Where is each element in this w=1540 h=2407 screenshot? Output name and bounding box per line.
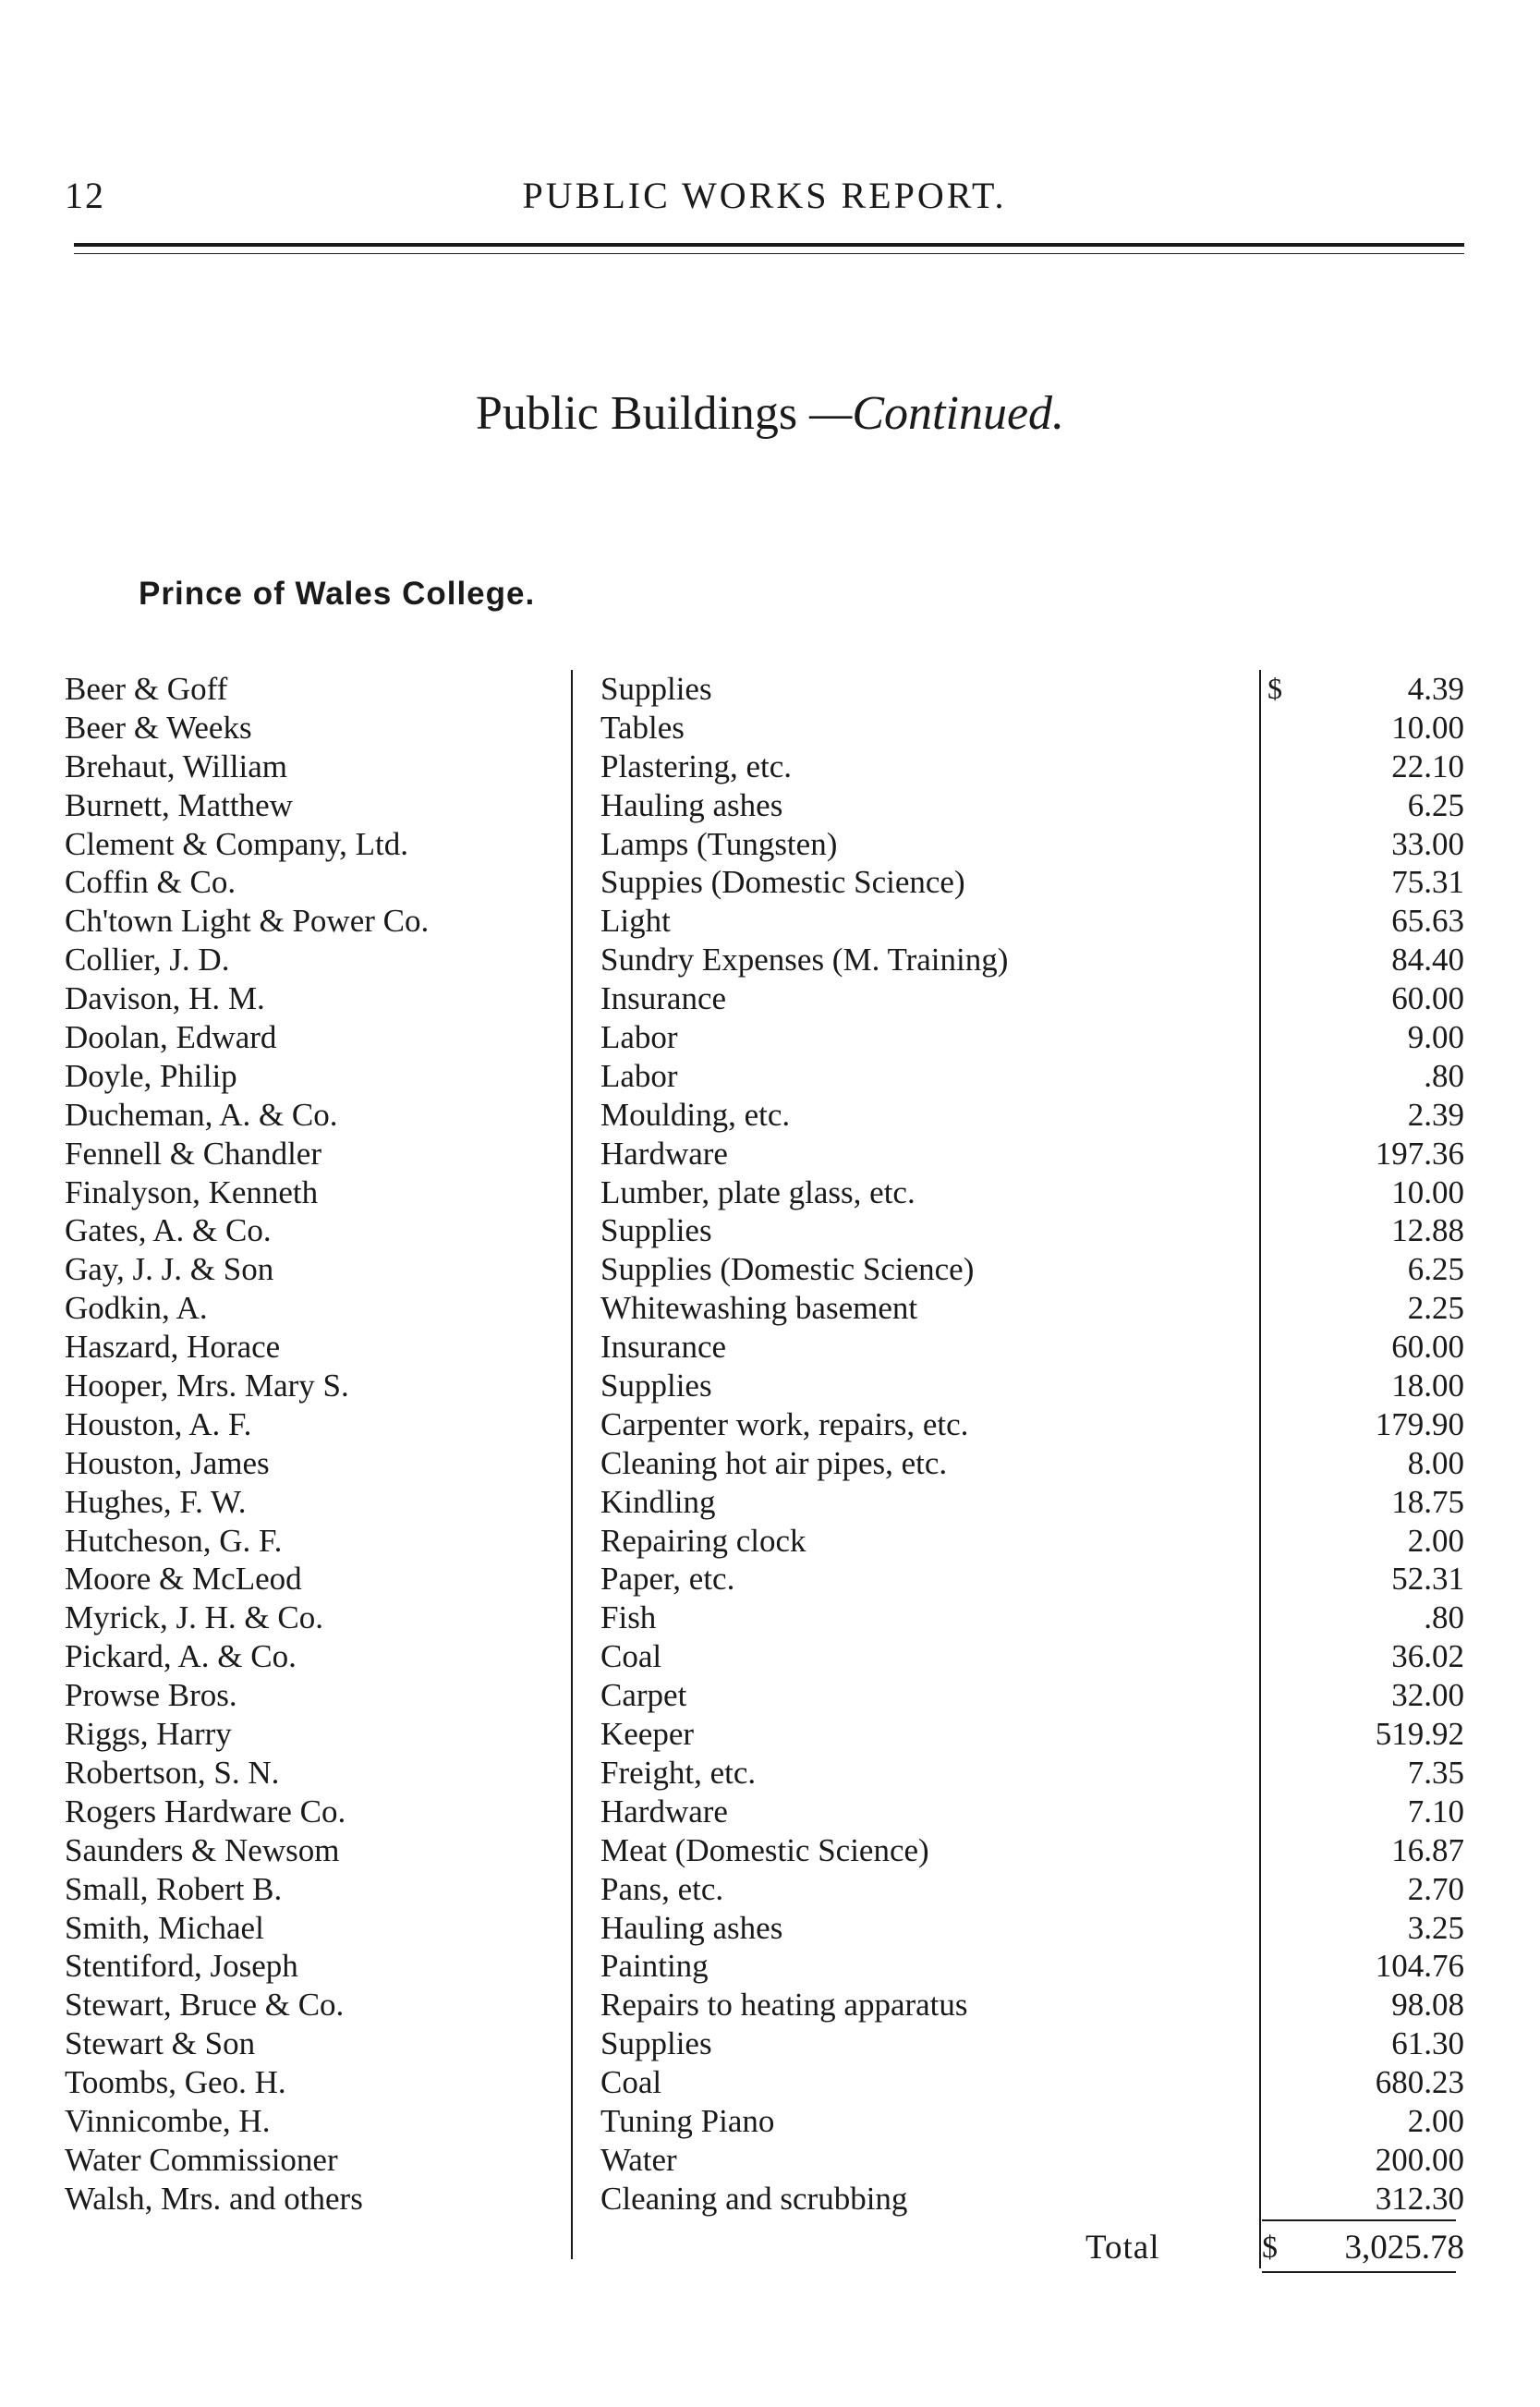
table-row [0, 1754, 1540, 1793]
payment-amount: 2.70 [1407, 1870, 1464, 1907]
payment-description: Supplies [600, 1212, 712, 1249]
payee-name: Toombs, Geo. H. [65, 2064, 286, 2101]
payment-description: Plastering, etc. [600, 748, 793, 784]
payment-amount: 65.63 [1391, 903, 1464, 940]
running-title: PUBLIC WORKS REPORT. [522, 175, 1007, 216]
payment-amount: .80 [1424, 1599, 1464, 1636]
table-row [0, 2063, 1540, 2102]
payee-name: Houston, James [65, 1444, 270, 1481]
table-row [0, 1018, 1540, 1057]
table-row [0, 1211, 1540, 1250]
payment-description: Supplies [600, 1368, 712, 1404]
section-title-text: Public Buildings [475, 387, 798, 440]
table-row [0, 1560, 1540, 1599]
payee-name: Ch'town Light & Power Co. [65, 903, 430, 940]
payment-amount: 197.36 [1375, 1135, 1464, 1172]
payment-amount: 2.00 [1407, 2102, 1464, 2139]
table-row [0, 1173, 1540, 1212]
payment-amount: 52.31 [1391, 1561, 1464, 1598]
payment-description: Keeper [600, 1716, 695, 1753]
payee-name: Davison, H. M. [65, 980, 265, 1017]
payment-amount: 3.25 [1407, 1909, 1464, 1946]
table-row [0, 709, 1540, 748]
payment-description: Repairs to heating apparatus [600, 1987, 968, 2024]
payment-description: Pans, etc. [600, 1870, 724, 1907]
table-row [0, 1676, 1540, 1715]
payee-name: Hutcheson, G. F. [65, 1522, 283, 1559]
payee-name: Robertson, S. N. [65, 1754, 280, 1791]
payee-name: Saunders & Newsom [65, 1831, 340, 1868]
payee-name: Myrick, J. H. & Co. [65, 1599, 323, 1636]
payee-name: Hughes, F. W. [65, 1483, 247, 1520]
table-row [0, 902, 1540, 941]
payment-description: Cleaning hot air pipes, etc. [600, 1444, 948, 1481]
payee-name: Godkin, A. [65, 1290, 208, 1327]
payee-name: Coffin & Co. [65, 864, 236, 901]
payment-amount: 60.00 [1391, 1329, 1464, 1366]
payment-amount: 75.31 [1391, 864, 1464, 901]
payment-amount: 2.00 [1407, 1522, 1464, 1559]
payment-description: Supplies [600, 2025, 712, 2062]
payee-name: Prowse Bros. [65, 1677, 237, 1714]
payee-name: Doolan, Edward [65, 1019, 277, 1056]
payment-description: Tuning Piano [600, 2102, 775, 2139]
payee-name: Doyle, Philip [65, 1057, 237, 1094]
page-number: 12 [65, 175, 105, 216]
payment-amount: 18.00 [1391, 1368, 1464, 1404]
payment-amount: 84.40 [1391, 942, 1464, 979]
payment-description: Sundry Expenses (M. Training) [600, 942, 1009, 979]
payee-name: Finalyson, Kenneth [65, 1173, 319, 1210]
payee-name: Vinnicombe, H. [65, 2102, 271, 2139]
table-row [0, 1599, 1540, 1637]
table-row [0, 1328, 1540, 1367]
payee-name: Burnett, Matthew [65, 786, 293, 823]
payment-description: Hardware [600, 1135, 728, 1172]
payment-amount: 12.88 [1391, 1212, 1464, 1249]
payment-description: Water [600, 2141, 677, 2178]
payment-description: Supplies (Domestic Science) [600, 1251, 975, 1288]
total-rule-top [1262, 2219, 1456, 2221]
payee-name: Ducheman, A. & Co. [65, 1096, 338, 1133]
table-row [0, 979, 1540, 1018]
payee-name: Stewart, Bruce & Co. [65, 1987, 345, 2024]
table-row [0, 1367, 1540, 1405]
payee-name: Stewart & Son [65, 2025, 256, 2062]
payment-description: Insurance [600, 1329, 727, 1366]
table-row [0, 1405, 1540, 1444]
payment-description: Lamps (Tungsten) [600, 825, 838, 862]
payee-name: Walsh, Mrs. and others [65, 2180, 363, 2217]
payment-description: Hauling ashes [600, 1909, 783, 1946]
payment-description: Paper, etc. [600, 1561, 735, 1598]
payment-amount: 4.39 [1407, 671, 1464, 707]
table-row [0, 1289, 1540, 1328]
total-amount: 3,025.78 [1344, 2229, 1464, 2267]
table-row [0, 825, 1540, 864]
payment-amount: 2.25 [1407, 1290, 1464, 1327]
payment-description: Fish [600, 1599, 657, 1636]
table-row [0, 2141, 1540, 2180]
table-row [0, 1522, 1540, 1561]
payment-amount: 519.92 [1375, 1716, 1464, 1753]
payment-amount: 200.00 [1375, 2141, 1464, 2178]
payment-description: Hauling ashes [600, 786, 783, 823]
table-row [0, 2024, 1540, 2063]
payee-name: Stentiford, Joseph [65, 1948, 298, 1985]
table-row [0, 748, 1540, 786]
payee-name: Haszard, Horace [65, 1329, 281, 1366]
payment-amount: .80 [1424, 1057, 1464, 1094]
payment-amount: 10.00 [1391, 1173, 1464, 1210]
table-row [0, 2180, 1540, 2219]
payment-description: Carpenter work, repairs, etc. [600, 1405, 969, 1442]
payment-description: Freight, etc. [600, 1754, 757, 1791]
total-currency-symbol: $ [1262, 2231, 1278, 2265]
subsection-title: Prince of Wales College. [139, 576, 536, 612]
table-row [0, 670, 1540, 709]
total-label: Total [1085, 2229, 1160, 2267]
payment-description: Coal [600, 2064, 662, 2101]
table-row [0, 1793, 1540, 1831]
table-row [0, 1870, 1540, 1909]
payment-description: Painting [600, 1948, 709, 1985]
payee-name: Collier, J. D. [65, 942, 230, 979]
payment-description: Coal [600, 1638, 662, 1675]
payment-amount: 16.87 [1391, 1831, 1464, 1868]
payment-description: Labor [600, 1057, 678, 1094]
payment-amount: 7.10 [1407, 1793, 1464, 1830]
payee-name: Houston, A. F. [65, 1405, 252, 1442]
payment-description: Labor [600, 1019, 678, 1056]
payee-name: Moore & McLeod [65, 1561, 302, 1598]
payee-name: Rogers Hardware Co. [65, 1793, 346, 1830]
payment-amount: 7.35 [1407, 1754, 1464, 1791]
payment-amount: 104.76 [1375, 1948, 1464, 1985]
payment-description: Lumber, plate glass, etc. [600, 1173, 916, 1210]
payment-amount: 680.23 [1375, 2064, 1464, 2101]
table-row [0, 2102, 1540, 2141]
payment-amount: 312.30 [1375, 2180, 1464, 2217]
payment-description: Light [600, 903, 671, 940]
table-row [0, 1096, 1540, 1135]
payment-description: Insurance [600, 980, 727, 1017]
header-rule-thin [74, 253, 1464, 254]
payee-name: Beer & Weeks [65, 709, 252, 746]
payment-amount: 61.30 [1391, 2025, 1464, 2062]
ledger-table [0, 670, 1540, 2219]
payment-description: Tables [600, 709, 685, 746]
payment-amount: 6.25 [1407, 1251, 1464, 1288]
payee-name: Clement & Company, Ltd. [65, 825, 408, 862]
header-rule-thick [74, 243, 1464, 247]
payment-description: Whitewashing basement [600, 1290, 918, 1327]
section-title [0, 386, 1540, 441]
table-row [0, 941, 1540, 979]
table-row [0, 1057, 1540, 1096]
payee-name: Riggs, Harry [65, 1716, 232, 1753]
payee-name: Fennell & Chandler [65, 1135, 322, 1172]
payment-amount: 179.90 [1375, 1405, 1464, 1442]
payment-amount: 6.25 [1407, 786, 1464, 823]
total-rule-bottom [1262, 2271, 1456, 2273]
table-row [0, 1831, 1540, 1870]
payment-amount: 18.75 [1391, 1483, 1464, 1520]
payee-name: Water Commissioner [65, 2141, 338, 2178]
payment-description: Repairing clock [600, 1522, 806, 1559]
table-row [0, 1444, 1540, 1483]
payment-description: Moulding, etc. [600, 1096, 791, 1133]
payment-description: Cleaning and scrubbing [600, 2180, 908, 2217]
table-row [0, 863, 1540, 902]
table-row [0, 1250, 1540, 1289]
payment-description: Kindling [600, 1483, 716, 1520]
payment-amount: 2.39 [1407, 1096, 1464, 1133]
table-row [0, 1483, 1540, 1522]
payment-amount: 60.00 [1391, 980, 1464, 1017]
payee-name: Smith, Michael [65, 1909, 264, 1946]
payment-description: Suppies (Domestic Science) [600, 864, 965, 901]
payment-amount: 8.00 [1407, 1444, 1464, 1481]
payment-description: Meat (Domestic Science) [600, 1831, 929, 1868]
table-row [0, 1909, 1540, 1948]
payment-amount: 33.00 [1391, 825, 1464, 862]
table-row [0, 1947, 1540, 1986]
table-row [0, 1986, 1540, 2024]
section-continued: —Continued. [797, 387, 1065, 440]
currency-symbol: $ [1267, 672, 1282, 705]
payee-name: Hooper, Mrs. Mary S. [65, 1368, 349, 1404]
payment-amount: 9.00 [1407, 1019, 1464, 1056]
payee-name: Brehaut, William [65, 748, 287, 784]
payee-name: Gates, A. & Co. [65, 1212, 272, 1249]
table-row [0, 786, 1540, 825]
payment-description: Supplies [600, 671, 712, 707]
payment-amount: 10.00 [1391, 709, 1464, 746]
payee-name: Pickard, A. & Co. [65, 1638, 297, 1675]
payment-description: Carpet [600, 1677, 687, 1714]
total-row [0, 2227, 1540, 2269]
payment-amount: 98.08 [1391, 1987, 1464, 2024]
payment-description: Hardware [600, 1793, 728, 1830]
payee-name: Gay, J. J. & Son [65, 1251, 274, 1288]
table-row [0, 1715, 1540, 1754]
payee-name: Small, Robert B. [65, 1870, 283, 1907]
payment-amount: 32.00 [1391, 1677, 1464, 1714]
payment-amount: 36.02 [1391, 1638, 1464, 1675]
payee-name: Beer & Goff [65, 671, 228, 707]
table-row [0, 1637, 1540, 1676]
table-row [0, 1135, 1540, 1173]
payment-amount: 22.10 [1391, 748, 1464, 784]
